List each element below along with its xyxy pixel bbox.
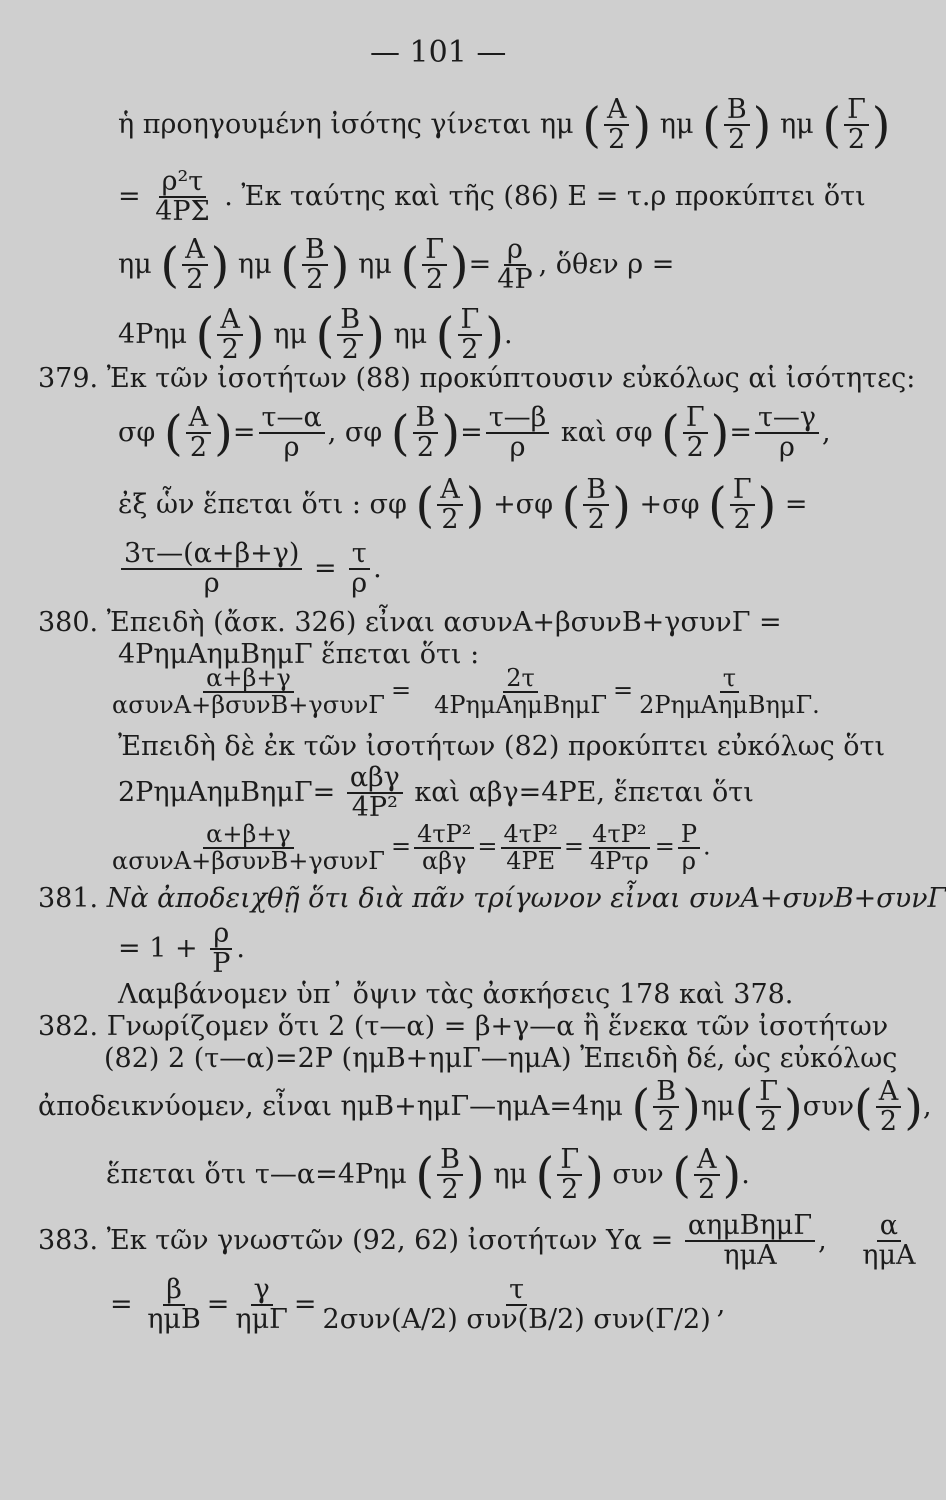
text-line-2: = $\frac{\text{ρ²τ}}{4P\Sigma}$ . Ἐκ ταύτης καὶ τῆς (86) Ε = τ.ρ προκύπτει ὅτι bbox=[118, 166, 866, 228]
text-line-21: ἕπεται ὅτι τ—α=4Pημ ( $\frac{B}{2}$ ) ημ ( $\frac{\Gamma}{2}$ ) συν ( $\frac{A}{2}$ ). bbox=[106, 1144, 750, 1206]
text-line-1: ἡ προηγουμένη ἰσότης γίνεται ημ ( $\frac{A}{2}$ ) ημ ( $\frac{B}{2}$ ) ημ ( $\frac{\Gamma}{2}$ ) bbox=[118, 94, 891, 156]
text-line-13: 2PημΑημΒημΓ= $\frac{\text{αβγ}}{\text{4P²}}$ καὶ αβγ=4PΕ, ἕπεται ὅτι bbox=[118, 762, 754, 824]
text-line-23: = $\frac{\beta}{\text{ημΒ}}$ = $\frac{\gamma}{\text{ημΓ}}$ = $\frac{\tau}{\text{2συν(Α/2) συν(Β/2) συν(Γ/2)}}$ , bbox=[110, 1274, 726, 1336]
text-line-4: 4Pημ ( $\frac{A}{2}$ ) ημ ( $\frac{B}{2}$ ) ημ ( $\frac{\Gamma}{2}$ ). bbox=[118, 304, 513, 366]
text-line-16: = 1 + $\frac{\rho}{P}$ . bbox=[118, 918, 245, 980]
page-number: — 101 — bbox=[370, 35, 507, 70]
text-line-19: (82) 2 (τ—α)=2P (ημΒ+ημΓ—ημΑ) Ἐπειδὴ δέ, ὡς εὐκόλως bbox=[104, 1043, 898, 1074]
text-line-11: $\frac{\alpha+\beta+\gamma}{\text{ασυνΑ+βσυνΒ+γσυνΓ}}$ = $\frac{2\tau}{\text{4PημΑημΒημΓ}}$ = $\frac{\tau}{\text{2PημΑημΒημΓ.}}$ bbox=[112, 664, 820, 720]
text-line-3: ημ ( $\frac{A}{2}$ ) ημ ( $\frac{B}{2}$ ) ημ ( $\frac{\Gamma}{2}$ )= $\frac{\rho}{4P}$ , ὅθεν ρ = bbox=[118, 234, 675, 296]
exercise-383: 383. Ἐκ τῶν γνωστῶν (92, 62) ἰσοτήτων Υα = $\frac{\text{αημΒημΓ}}{\text{ημΑ}}$ , $\frac{\alpha}{\text{ημΑ}}$ bbox=[38, 1210, 916, 1272]
exercise-381: 381. Νὰ ἀποδειχθῇ ὅτι διὰ πᾶν τρίγωνον εἶναι συνΑ+συνΒ+συνΓ bbox=[38, 883, 946, 914]
text-line-10: 4PημΑημΒημΓ ἕπεται ὅτι : bbox=[118, 639, 480, 670]
text-line-14: $\frac{\alpha+\beta+\gamma}{\text{ασυνΑ+βσυνΒ+γσυνΓ}}$ = $\frac{\text{4τP²}}{\text{αβγ}}$ = $\frac{\text{4τP²}}{4PE}$ = $\frac{\text{4τP²}}{\text{4Pτρ}}$ = $\frac{P}{\rho}$ . bbox=[112, 820, 711, 876]
exercise-380: 380. Ἐπειδὴ (ἄσκ. 326) εἶναι ασυνΑ+βσυνΒ+γσυνΓ = bbox=[38, 607, 782, 638]
line-text: ἡ προηγουμένη ἰσότης γίνεται ημ bbox=[118, 108, 574, 140]
text-line-8: $\frac{3\tau—(\alpha+\beta+\gamma)}{\rho}$ = $\frac{\tau}{\rho}$ . bbox=[118, 540, 382, 599]
text-line-6: σφ ( $\frac{A}{2}$ )= $\frac{\tau—\alpha}{\rho}$ , σφ ( $\frac{B}{2}$ )= $\frac{\tau—\beta}{\rho}$ καὶ σφ ( $\frac{\Gamma}{2}$ )= $\frac{\tau—\gamma}{\rho}$ , bbox=[118, 402, 831, 464]
exercise-382: 382. Γνωρίζομεν ὅτι 2 (τ—α) = β+γ—α ἢ ἕνεκα τῶν ἰσοτήτων bbox=[38, 1011, 889, 1042]
text-line-12: Ἐπειδὴ δὲ ἐκ τῶν ἰσοτήτων (82) προκύπτει εὐκόλως ὅτι bbox=[118, 731, 886, 762]
exercise-379: 379. Ἐκ τῶν ἰσοτήτων (88) προκύπτουσιν εὐκόλως αἱ ἰσότητες: bbox=[38, 363, 916, 394]
text-line-17: Λαμβάνομεν ὑπ᾽ ὄψιν τὰς ἀσκήσεις 178 καὶ 378. bbox=[118, 979, 794, 1010]
text-line-20: ἀποδεικνύομεν, εἶναι ημΒ+ημΓ—ημΑ=4ημ ( $\frac{B}{2}$ )ημ( $\frac{\Gamma}{2}$ )συν( $\frac{A}{2}$ ), bbox=[38, 1076, 932, 1138]
text-line-7: ἐξ ὧν ἕπεται ὅτι : σφ ( $\frac{A}{2}$ ) +σφ ( $\frac{B}{2}$ ) +σφ ( $\frac{\Gamma}{2}$ ) = bbox=[118, 474, 808, 536]
